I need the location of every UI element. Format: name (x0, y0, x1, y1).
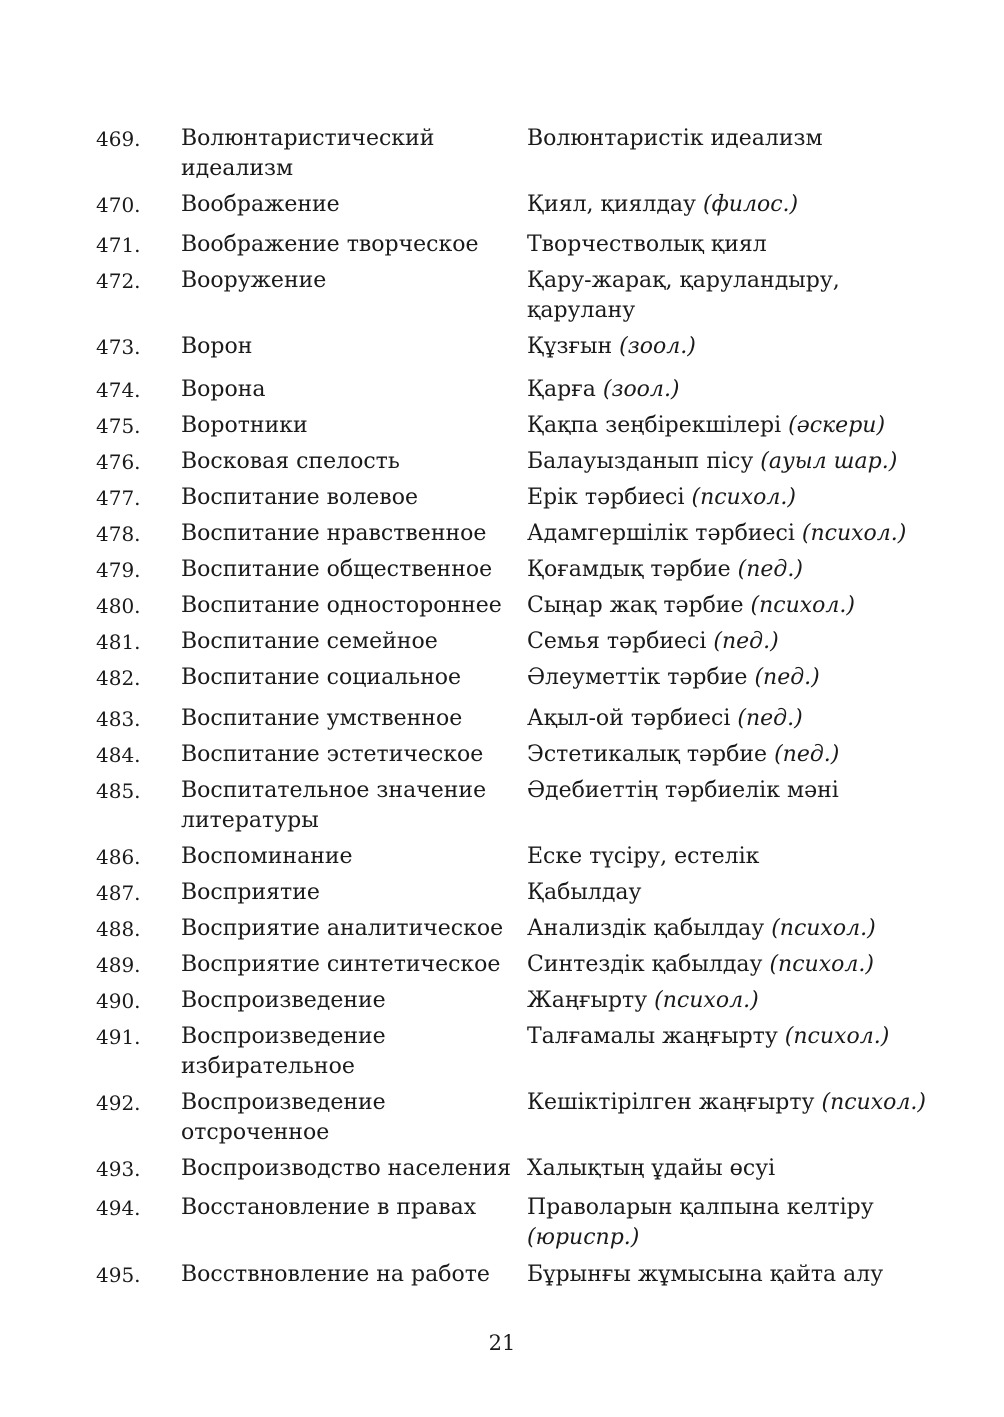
entry-484 (96, 740, 916, 776)
kazakh-translation (527, 1260, 916, 1290)
entry-number: 484. (96, 743, 141, 767)
subject-note: (әскери) (788, 413, 886, 438)
entry-number: 473. (96, 335, 141, 359)
entry-483 (96, 704, 916, 740)
subject-note: (пед.) (737, 706, 803, 731)
entry-number: 474. (96, 378, 141, 402)
entry-number: 494. (96, 1196, 141, 1220)
russian-term: Ворона (181, 377, 266, 402)
russian-term: Ворон (181, 334, 253, 359)
russian-term: Воспитание волевое (181, 485, 418, 510)
russian-term: Восстановление в правах (181, 1195, 477, 1220)
kazakh-term: Ақыл-ой тәрбиесі (527, 706, 731, 731)
kazakh-translation (527, 266, 857, 326)
kazakh-term: Әлеуметтік тәрбие (527, 665, 748, 690)
kazakh-translation (527, 878, 916, 908)
kazakh-translation (527, 332, 916, 362)
kazakh-term: Қоғамдық тәрбие (527, 557, 731, 582)
kazakh-translation (527, 914, 916, 944)
kazakh-translation (527, 1088, 927, 1118)
subject-note: (психол.) (801, 521, 907, 546)
entry-number: 490. (96, 989, 141, 1013)
russian-term: Воспитательное значение литературы (181, 778, 487, 833)
entry-number: 478. (96, 522, 141, 546)
subject-note: (пед.) (713, 629, 779, 654)
kazakh-term: Халықтың ұдайы өсуі (527, 1156, 776, 1181)
kazakh-term: Қиял, қиялдау (527, 192, 696, 217)
entry-488 (96, 914, 916, 950)
kazakh-translation (527, 1154, 916, 1184)
kazakh-term: Бұрынғы жұмысына қайта алу (527, 1262, 884, 1287)
entry-number: 491. (96, 1025, 141, 1049)
kazakh-term: Қабылдау (527, 880, 642, 905)
entry-486 (96, 842, 916, 878)
subject-note: (психол.) (769, 952, 874, 977)
kazakh-translation (527, 663, 916, 693)
kazakh-term: Анализдік қабылдау (527, 916, 765, 941)
kazakh-term: Балауызданып пісу (527, 449, 754, 474)
entry-475 (96, 411, 916, 447)
entry-number: 492. (96, 1091, 141, 1115)
kazakh-translation (527, 375, 916, 405)
entry-number: 477. (96, 486, 141, 510)
subject-note: (пед.) (737, 557, 803, 582)
kazakh-term: Семья тәрбиесі (527, 629, 707, 654)
entry-473 (96, 332, 916, 375)
russian-term: Воспроизведение избирательное (181, 1024, 386, 1079)
kazakh-translation (527, 842, 916, 872)
subject-note: (психол.) (784, 1024, 890, 1049)
entry-476 (96, 447, 916, 483)
russian-term: Воспитание семейное (181, 629, 438, 654)
subject-note: (психол.) (750, 593, 856, 618)
entry-number: 476. (96, 450, 141, 474)
kazakh-translation (527, 776, 916, 806)
kazakh-term: Құзғын (527, 334, 613, 359)
entry-478 (96, 519, 916, 555)
entry-471 (96, 230, 916, 266)
subject-note: (зоол.) (602, 377, 680, 402)
entry-number: 480. (96, 594, 141, 618)
kazakh-term: Ерік тәрбиесі (527, 485, 685, 510)
entry-number: 486. (96, 845, 141, 869)
entry-485 (96, 776, 916, 842)
subject-note: (ауыл шар.) (760, 449, 898, 474)
entry-477 (96, 483, 916, 519)
kazakh-translation (527, 986, 916, 1016)
entry-number: 483. (96, 707, 141, 731)
kazakh-term: Қақпа зеңбірекшілері (527, 413, 782, 438)
kazakh-term: Жаңғырту (527, 988, 648, 1013)
subject-note: (юриспр.) (527, 1225, 640, 1250)
entry-number: 475. (96, 414, 141, 438)
russian-term: Вооружение (181, 268, 327, 293)
entry-number: 495. (96, 1263, 141, 1287)
russian-term: Восприятие аналитическое (181, 916, 504, 941)
entry-number: 487. (96, 881, 141, 905)
kazakh-term: Талғамалы жаңғырту (527, 1024, 778, 1049)
entry-469 (96, 124, 916, 190)
kazakh-translation (527, 519, 916, 549)
russian-term: Воспроизводство населения (181, 1156, 511, 1181)
kazakh-translation (527, 950, 916, 980)
entry-490 (96, 986, 916, 1022)
russian-term: Воротники (181, 413, 308, 438)
russian-term: Воспитание нравственное (181, 521, 487, 546)
subject-note: (психол.) (771, 916, 876, 941)
entry-470 (96, 190, 916, 230)
kazakh-translation (527, 1193, 887, 1253)
kazakh-translation (527, 447, 916, 477)
russian-term: Воспроизведение (181, 988, 386, 1013)
entry-number: 482. (96, 666, 141, 690)
russian-term: Воспитание эстетическое (181, 742, 484, 767)
kazakh-term: Праволарын қалпына келтіру (527, 1195, 874, 1220)
subject-note: (зоол.) (619, 334, 696, 359)
entry-481 (96, 627, 916, 663)
russian-term: Воображение творческое (181, 232, 479, 257)
kazakh-translation (527, 1022, 916, 1052)
kazakh-translation (527, 483, 916, 513)
subject-note: (пед.) (774, 742, 840, 767)
kazakh-term: Волюнтаристік идеализм (527, 126, 823, 151)
russian-term: Волюнтаристический идеализм (181, 126, 435, 181)
subject-note: (филос.) (703, 192, 799, 217)
page-number: 21 (488, 1331, 516, 1355)
entry-491 (96, 1022, 916, 1088)
russian-term: Восприятие (181, 880, 320, 905)
russian-term: Воспроизведение отсроченное (181, 1090, 386, 1145)
kazakh-translation (527, 124, 916, 154)
russian-term: Воображение (181, 192, 340, 217)
subject-note: (психол.) (654, 988, 759, 1013)
russian-term: Восприятие синтетическое (181, 952, 501, 977)
russian-term: Воспитание умственное (181, 706, 463, 731)
kazakh-translation (527, 555, 916, 585)
subject-note: (психол.) (821, 1090, 926, 1115)
dictionary-entries (96, 124, 926, 1296)
kazakh-translation (527, 190, 916, 220)
kazakh-term: Синтездік қабылдау (527, 952, 763, 977)
kazakh-translation (527, 411, 916, 441)
entry-482 (96, 663, 916, 704)
entry-number: 479. (96, 558, 141, 582)
russian-term: Воспитание социальное (181, 665, 462, 690)
entry-492 (96, 1088, 926, 1154)
entry-number: 485. (96, 779, 141, 803)
entry-number: 493. (96, 1157, 141, 1181)
kazakh-term: Творчестволық қиял (527, 232, 767, 257)
kazakh-translation (527, 740, 916, 770)
entry-number: 489. (96, 953, 141, 977)
subject-note: (психол.) (691, 485, 796, 510)
kazakh-term: Адамгершілік тәрбиесі (527, 521, 795, 546)
entry-487 (96, 878, 916, 914)
entry-number: 471. (96, 233, 141, 257)
kazakh-term: Кешіктірілген жаңғырту (527, 1090, 815, 1115)
kazakh-term: Эстетикалық тәрбие (527, 742, 768, 767)
kazakh-translation (527, 704, 916, 734)
entry-489 (96, 950, 916, 986)
entry-495 (96, 1260, 916, 1296)
entry-number: 469. (96, 127, 141, 151)
entry-number: 472. (96, 269, 141, 293)
russian-term: Воспоминание (181, 844, 353, 869)
russian-term: Восствновление на работе (181, 1262, 490, 1287)
kazakh-term: Сыңар жақ тәрбие (527, 593, 744, 618)
entry-479 (96, 555, 916, 591)
kazakh-translation (527, 230, 916, 260)
kazakh-translation (527, 627, 916, 657)
entry-number: 470. (96, 193, 141, 217)
entry-474 (96, 375, 916, 411)
kazakh-translation (527, 591, 916, 621)
entry-number: 481. (96, 630, 141, 654)
subject-note: (пед.) (754, 665, 820, 690)
kazakh-term: Қару-жарақ, қаруландыру, қарулану (527, 268, 840, 323)
kazakh-term: Әдебиеттің тәрбиелік мәні (527, 778, 839, 803)
entry-493 (96, 1154, 916, 1193)
kazakh-term: Еске түсіру, естелік (527, 844, 760, 869)
kazakh-term: Қарға (527, 377, 596, 402)
entry-480 (96, 591, 916, 627)
russian-term: Воспитание общественное (181, 557, 493, 582)
entry-494 (96, 1193, 916, 1260)
entry-number: 488. (96, 917, 141, 941)
entry-472 (96, 266, 916, 332)
russian-term: Воспитание одностороннее (181, 593, 502, 618)
russian-term: Восковая спелость (181, 449, 400, 474)
